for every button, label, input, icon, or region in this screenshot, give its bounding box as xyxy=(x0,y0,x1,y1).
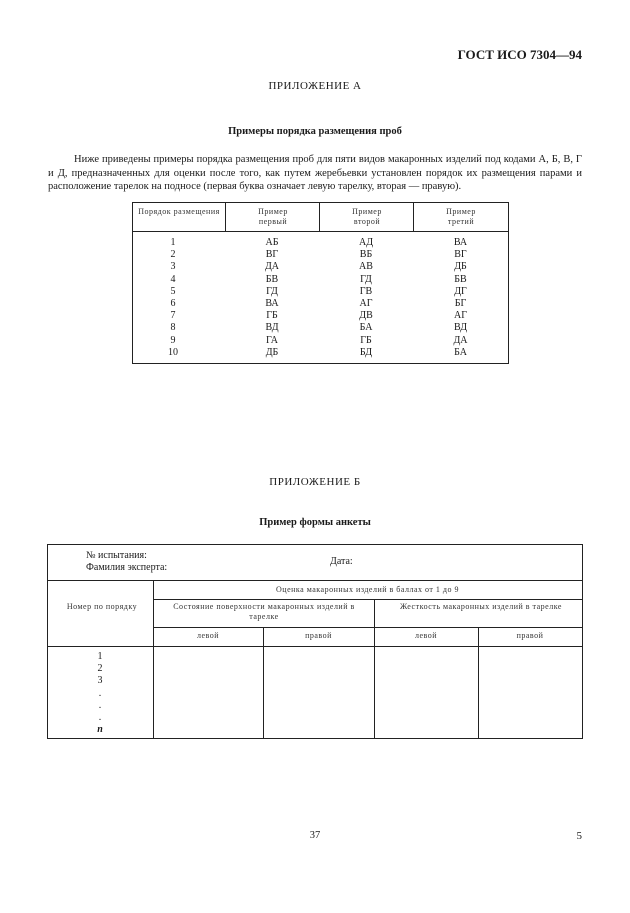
appendix-a-title: Примеры порядка размещения проб xyxy=(228,126,402,137)
hardness-left-header: левой xyxy=(414,631,438,640)
example-1-cell: АБ xyxy=(265,237,279,248)
example-3-cell: ДА xyxy=(453,334,468,346)
form-row-number: 3 xyxy=(97,675,103,687)
order-cell: 1 xyxy=(170,237,176,248)
example-2-cell: ГБ xyxy=(360,334,372,346)
example-1-cell: ВД xyxy=(265,322,279,334)
order-cell: 3 xyxy=(170,261,176,273)
form-row-number: . xyxy=(98,712,102,724)
hardness-right-header: правой xyxy=(516,631,544,640)
header-order: Порядок размещения xyxy=(138,207,220,216)
example-3-cell: БГ xyxy=(454,298,467,310)
example-1-cell: ГА xyxy=(266,334,278,346)
form-row-number: . xyxy=(98,699,102,711)
example-2-cell: ГД xyxy=(360,273,372,285)
example-1-cell: ДА xyxy=(264,261,280,273)
order-cell: 8 xyxy=(170,322,176,334)
appendix-a-paragraph: Ниже приведены примеры порядка размещения проб для пяти видов макаронных изделий под кодами А, Б, В, Г и Д, предназначенных для оценки после того, как путем жеребьевки установлен порядок их размещения парами и расположение тарелок на подносе (первая буква означает левую тарелку, вторая — правую). xyxy=(48,154,582,192)
surface-left-header: левой xyxy=(196,631,220,640)
questionnaire-form xyxy=(47,544,583,739)
appendix-b-heading: ПРИЛОЖЕНИЕ Б xyxy=(269,476,361,488)
example-1-cell: ГД xyxy=(266,285,278,297)
example-2-cell: ВБ xyxy=(359,249,373,261)
header-example-3: Пример третий xyxy=(446,207,476,226)
example-1-cell: ВГ xyxy=(265,249,279,261)
example-3-cell: ВД xyxy=(453,322,468,334)
example-2-cell: БА xyxy=(359,322,373,334)
form-row-number: . xyxy=(98,687,102,699)
example-3-cell: ДБ xyxy=(454,261,467,273)
order-column xyxy=(133,237,213,359)
example-3-column xyxy=(413,237,508,359)
appendix-b-title: Пример формы анкеты xyxy=(259,517,371,528)
header-example-1: Пример первый xyxy=(258,207,288,226)
example-2-cell: ГВ xyxy=(359,285,373,297)
page-number-right: 5 xyxy=(576,830,582,842)
test-number-label: № испытания: xyxy=(86,550,147,561)
order-cell: 5 xyxy=(170,285,176,297)
example-1-cell: ДБ xyxy=(265,346,279,358)
placement-table xyxy=(132,202,509,364)
example-3-cell: АГ xyxy=(453,310,467,322)
example-1-cell: БВ xyxy=(265,273,279,285)
example-3-cell: ДГ xyxy=(454,285,467,297)
hardness-header: Жесткость макаронных изделий в тарелке xyxy=(400,602,562,611)
order-cell: 10 xyxy=(168,346,178,358)
example-3-cell: ВГ xyxy=(454,249,467,261)
order-cell: 2 xyxy=(170,249,176,261)
example-1-cell: ВА xyxy=(265,298,279,310)
document-code: ГОСТ ИСО 7304—94 xyxy=(457,47,582,62)
order-number-header: Номер по порядку xyxy=(66,602,138,611)
appendix-a-heading: ПРИЛОЖЕНИЕ А xyxy=(268,80,362,92)
example-3-cell: БА xyxy=(454,346,467,358)
example-2-cell: ДВ xyxy=(359,310,373,322)
order-cell: 9 xyxy=(170,334,176,346)
example-1-cell: ГБ xyxy=(266,310,278,322)
form-row-number: 2 xyxy=(97,663,103,675)
form-row-number: n xyxy=(97,724,103,736)
example-2-cell: АГ xyxy=(359,298,373,310)
score-header: Оценка макаронных изделий в баллах от 1 до 9 xyxy=(276,585,459,594)
expert-name-label: Фамилия эксперта: xyxy=(86,562,168,573)
example-2-cell: АД xyxy=(358,237,374,248)
header-example-2: Пример второй xyxy=(352,207,382,226)
example-1-column xyxy=(225,237,319,359)
page-number-center: 37 xyxy=(309,830,321,841)
order-cell: 6 xyxy=(170,298,176,310)
order-cell: 7 xyxy=(170,310,176,322)
example-3-cell: БВ xyxy=(454,273,467,285)
form-row-numbers xyxy=(48,651,152,736)
date-label: Дата: xyxy=(330,556,353,567)
surface-right-header: правой xyxy=(305,631,332,640)
example-3-cell: ВА xyxy=(453,237,468,248)
example-2-column xyxy=(319,237,413,359)
surface-header: Состояние поверхности макаронных изделий в тарелке xyxy=(173,602,355,621)
form-row-number: 1 xyxy=(97,651,103,662)
example-2-cell: АВ xyxy=(359,261,373,273)
example-2-cell: БД xyxy=(359,346,373,358)
order-cell: 4 xyxy=(170,273,176,285)
